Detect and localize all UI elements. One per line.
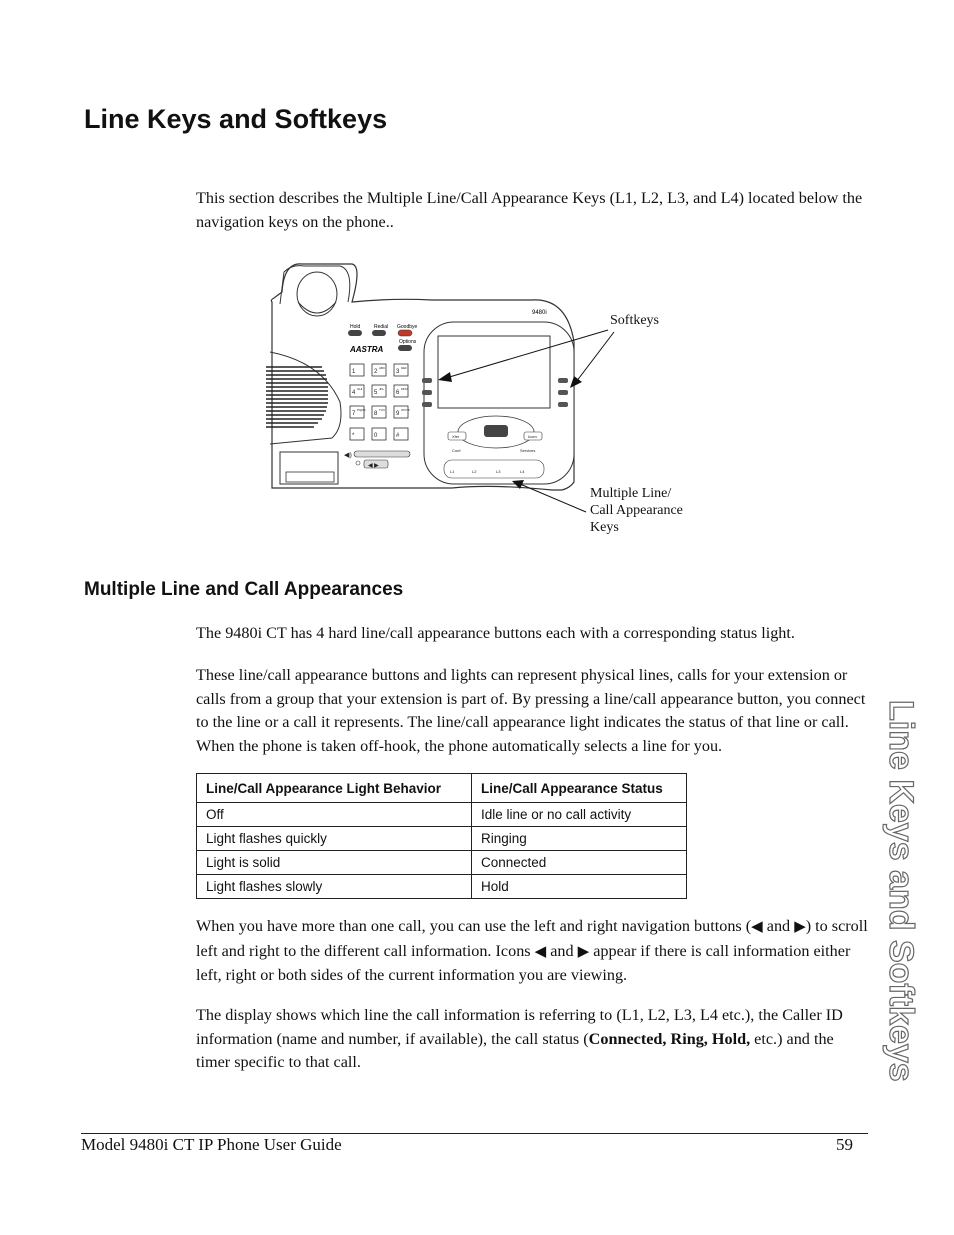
key-7: 7 xyxy=(352,411,356,417)
services-key-label: Services xyxy=(520,448,536,453)
table-row xyxy=(197,827,687,851)
line-key-l3: L3 xyxy=(496,469,501,474)
footer-divider xyxy=(81,1133,868,1134)
paragraph-3-text: and xyxy=(546,941,578,960)
icom-key-label: Icom xyxy=(528,434,537,439)
volume-arrows-icon: ◀ ▶ xyxy=(368,463,379,469)
options-key-label: Options xyxy=(399,339,417,345)
side-tab xyxy=(866,700,926,1110)
line-key-l1: L1 xyxy=(450,469,455,474)
footer-title: Model 9480i CT IP Phone User Guide xyxy=(81,1135,342,1154)
table-header-cell: Line/Call Appearance Status xyxy=(472,774,687,803)
redial-key-label: Redial xyxy=(374,324,389,330)
xfer-key-label: Xfer xyxy=(452,434,460,439)
left-arrow-icon: ◀ xyxy=(534,943,547,960)
key-star: * xyxy=(352,433,355,439)
brand-logo: AASTRA xyxy=(350,345,384,354)
paragraph-3-text: appear if there is call information either left, right or both sides of the current information you are viewing. xyxy=(196,941,851,984)
paragraph-1: The 9480i CT has 4 hard line/call appearance buttons each with a corresponding status light. xyxy=(196,624,795,642)
key-hash: # xyxy=(396,433,400,439)
key-2-letters: ABC xyxy=(379,366,386,370)
line-key-l2: L2 xyxy=(472,469,477,474)
model-label: 9480i xyxy=(532,310,547,316)
key-6-letters: MNO xyxy=(401,387,408,391)
left-arrow-icon: ◀ xyxy=(751,919,763,935)
key-6: 6 xyxy=(396,390,400,396)
table-row xyxy=(197,875,687,899)
table-row xyxy=(197,851,687,875)
key-2: 2 xyxy=(374,369,378,375)
softkeys-callout: Softkeys xyxy=(610,313,659,328)
table-header-row xyxy=(197,774,687,803)
line-keys-callout-line1: Multiple Line/ xyxy=(590,486,672,501)
key-8: 8 xyxy=(374,411,378,417)
paragraph-3-text: ) to scroll left and right to the different call information. Icons xyxy=(196,917,868,960)
key-1: 1 xyxy=(352,369,356,375)
table-cell: Light flashes slowly xyxy=(197,875,472,899)
key-0: 0 xyxy=(374,433,378,439)
paragraph-4-bold: Connected, Ring, Hold, xyxy=(588,1029,751,1048)
right-arrow-icon: ▶ xyxy=(577,943,590,960)
table-cell: Connected xyxy=(472,851,687,875)
key-4: 4 xyxy=(352,390,356,396)
right-arrow-icon: ▶ xyxy=(794,919,806,935)
table-header-cell: Line/Call Appearance Light Behavior xyxy=(197,774,472,803)
conf-key-label: Conf xyxy=(452,448,461,453)
key-7-letters: PQRS xyxy=(357,408,366,412)
line-keys-callout xyxy=(590,485,683,536)
key-8-letters: TUV xyxy=(379,408,385,412)
paragraph-3 xyxy=(196,915,868,988)
light-behavior-table xyxy=(196,773,687,899)
table-cell: Light flashes quickly xyxy=(197,827,472,851)
speaker-icon: ◀) xyxy=(344,451,352,459)
table-cell: Ringing xyxy=(472,827,687,851)
line-keys-callout-line3: Keys xyxy=(590,520,619,535)
key-9-letters: WXYZ xyxy=(401,408,410,412)
line-keys-callout-line2: Call Appearance xyxy=(590,503,683,518)
key-5-letters: JKL xyxy=(379,387,385,391)
paragraph-2: These line/call appearance buttons and lights can represent physical lines, calls for your extension or calls from a group that your extension is part of. By pressing a line/call appearance button, you connect to the line or a call it represents. The line/call appearance light indicates the status of that line or call. When the phone is taken off-hook, the phone automatically selects a line for you. xyxy=(196,666,866,755)
table-row xyxy=(197,803,687,827)
key-9: 9 xyxy=(396,411,400,417)
key-3: 3 xyxy=(396,369,400,375)
section-heading: Multiple Line and Call Appearances xyxy=(84,579,404,600)
paragraph-3-text: When you have more than one call, you can use the left and right navigation buttons ( xyxy=(196,917,752,935)
key-4-letters: GHI xyxy=(357,387,363,391)
paragraph-3-text: and xyxy=(762,917,795,935)
paragraph-4 xyxy=(196,1004,868,1075)
paragraph-4-text: etc.) and the timer specific to that call. xyxy=(196,1029,834,1071)
side-tab-label: Line Keys and Softkeys xyxy=(882,700,920,1082)
table-cell: Idle line or no call activity xyxy=(472,803,687,827)
key-5: 5 xyxy=(374,390,378,396)
key-3-letters: DEF xyxy=(401,366,407,370)
line-key-l4: L4 xyxy=(520,469,525,474)
page-number: 59 xyxy=(836,1135,853,1154)
table-cell: Light is solid xyxy=(197,851,472,875)
paragraph-4-text: The display shows which line the call information is referring to (L1, L2, L3, L4 etc.), the Caller ID information (name and number, if available), the call status ( xyxy=(196,1006,843,1048)
table-cell: Hold xyxy=(472,875,687,899)
hold-key-label: Hold xyxy=(350,324,361,330)
page-title: Line Keys and Softkeys xyxy=(84,104,388,134)
table-cell: Off xyxy=(197,803,472,827)
intro-paragraph: This section describes the Multiple Line/Call Appearance Keys (L1, L2, L3, and L4) located below the navigation keys on the phone.. xyxy=(196,189,863,231)
goodbye-key-label: Goodbye xyxy=(397,324,418,330)
